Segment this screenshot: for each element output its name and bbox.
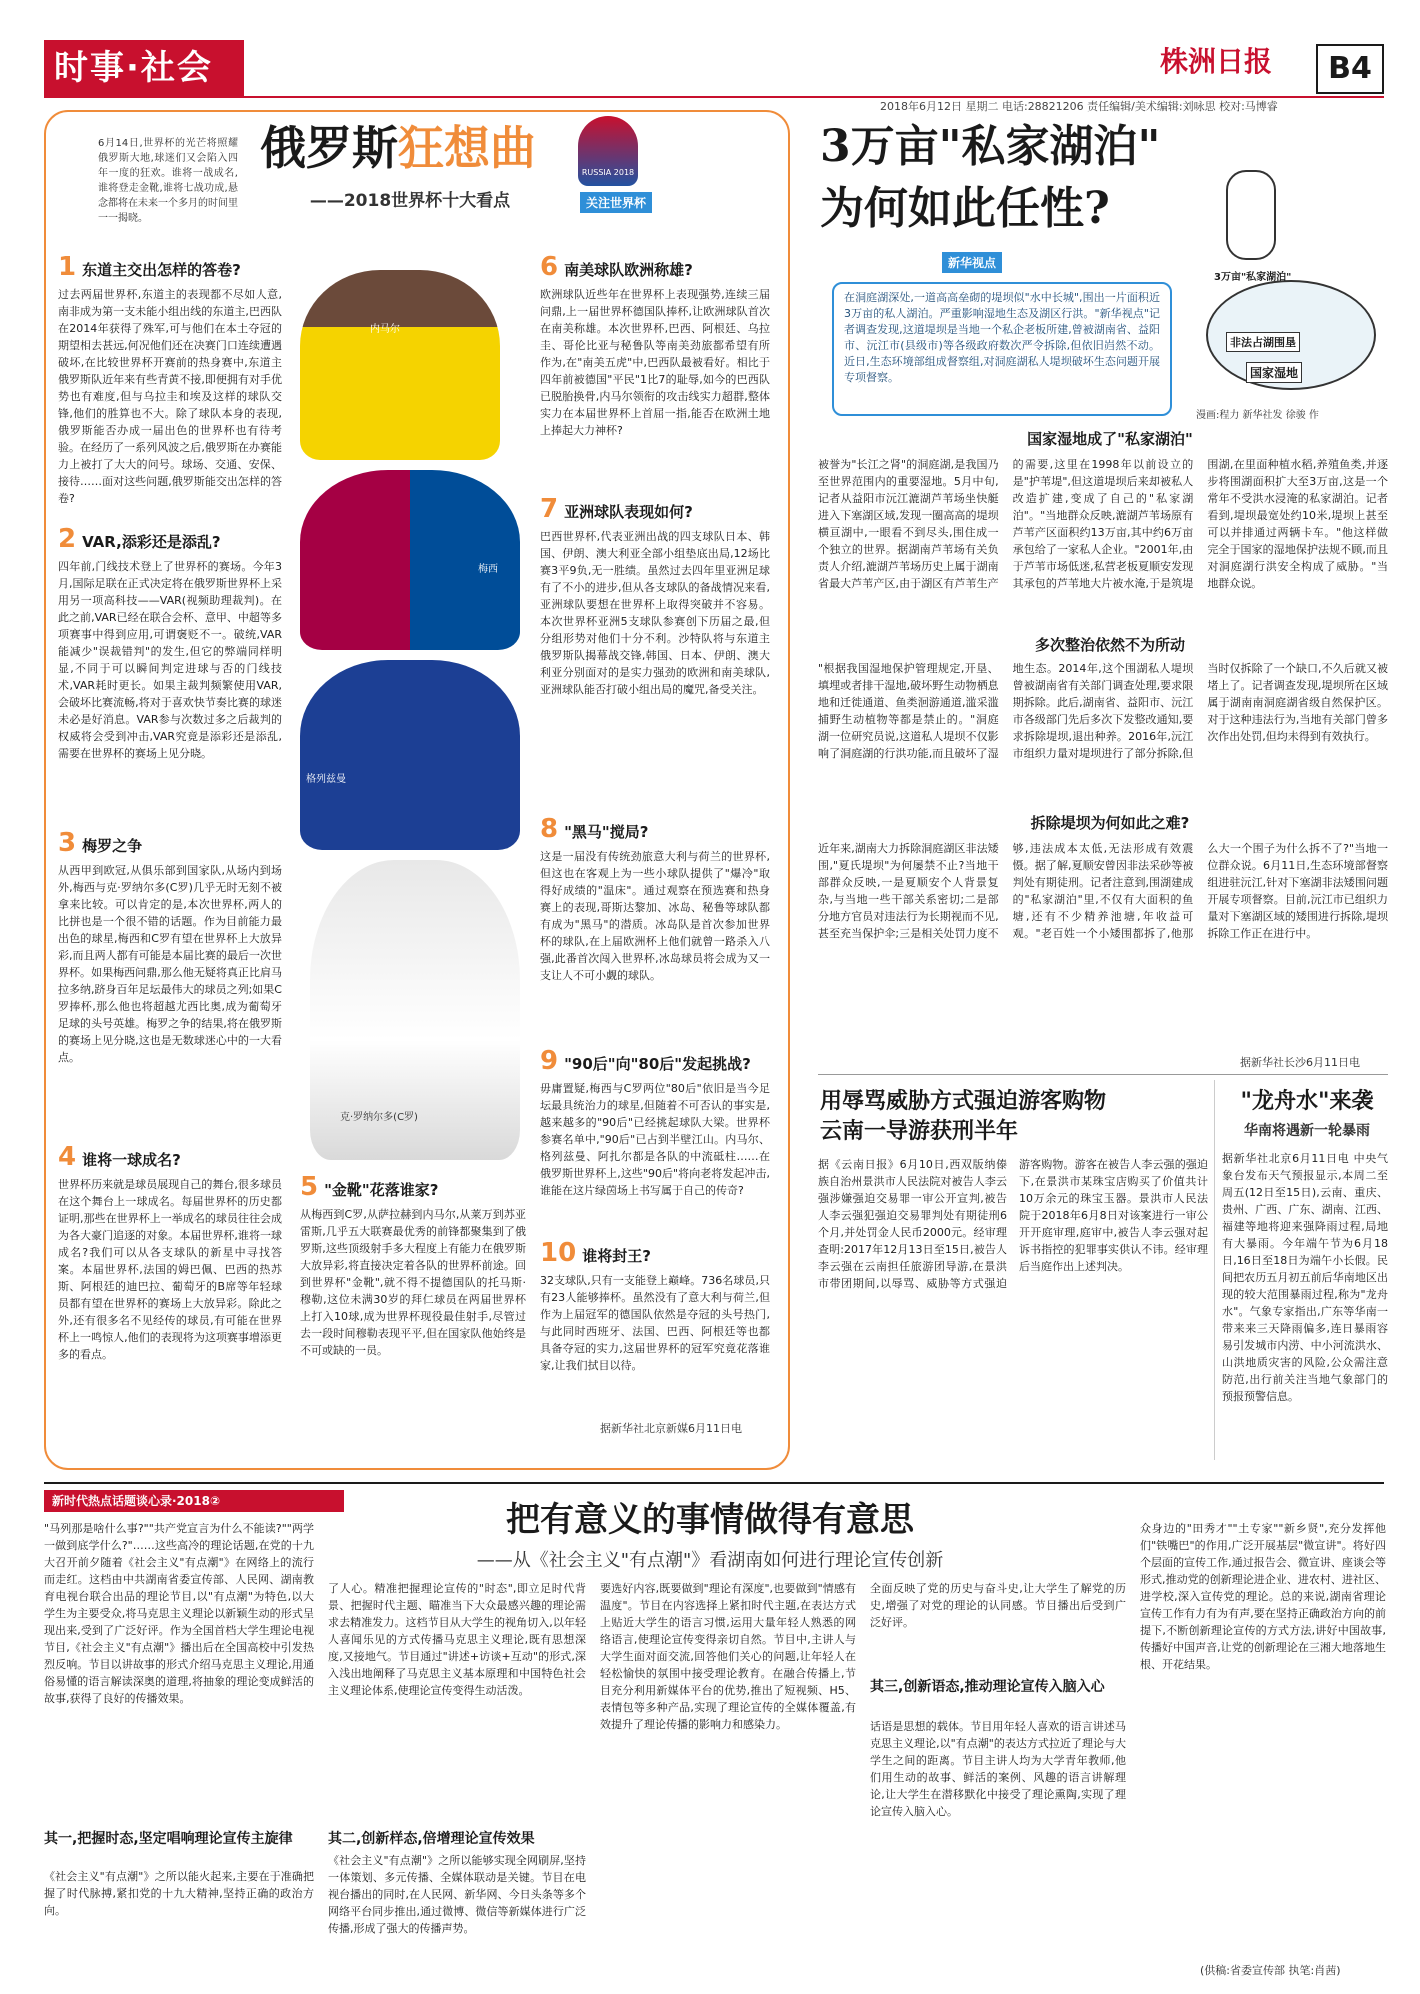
wc-sec5-head — [300, 1172, 520, 1202]
bottom-c2-head: 其二,创新样态,倍增理论宣传效果 — [328, 1831, 535, 1847]
yunnan-text: 据《云南日报》6月10日,西双版纳傣族自治州景洪市人民法院对被告人李云强涉嫌强迫交易罪一审公开宣判,被告人李云强犯强迫交易罪判处有期徒刑6个月,并处罚金人民币2000元。经审理查明:2017年12月13日至15日,被告人李云强在云南担任旅游团导游,在景洪市带团期间,以辱骂、威胁等方式强迫游客购物。游客在被告人李云强的强迫下,在景洪市某珠宝店购买了价值共计10万余元的珠宝玉器。景洪市人民法院于2018年6月8日对该案进行一审公开开庭审理,庭审中,被告人李云强对起诉书指控的犯罪事实供认不讳。经审理后当庭作出上述判决。 — [818, 1158, 1208, 1290]
sec4-num: 4 — [58, 1142, 77, 1172]
bottom-col5: 众身边的"田秀才""土专家""新乡贤",充分发挥他们"铁嘴巴"的作用,广泛开展基层"微宣讲"。将好四个层面的宣传工作,通过报告会、微宣讲、座谈会等形式,推动党的创新理论进企业、进农村、进社区、进学校,深入宣传党的理论。总的来说,湖南省理论宣传工作有力有为有声,要在坚持正确政治方向的前提下,不断创新理论宣传的方式方法,讲好中国故事,传播好中国声音,让党的创新理论在三湘大地落地生根、开花结果。 — [1140, 1522, 1386, 1671]
bottom-c4-body: 话语是思想的载体。节目用年轻人喜欢的语言讲述马克思主义理论,以"有点潮"的表达方式拉近了理论与大学生之间的距离。节目主讲人均为大学青年教师,他们用生动的故事、鲜活的案例、风趣的语言讲解理论,让大学生在潜移默化中接受了理论熏陶,实现了理论宣传入脑入心。 — [870, 1720, 1126, 1818]
wc-sec6-head — [540, 252, 770, 282]
sec3-title: 梅罗之争 — [82, 837, 143, 855]
wc-sec10-text: 32支球队,只有一支能登上巅峰。736名球员,只有23人能够捧杯。虽然没有了意大利与荷兰,但作为上届冠军的德国队依然是夺冠的头号热门,与此同时西班牙、法国、巴西、阿根廷等也都具备夺冠的实力,这届世界杯的冠军究竟花落谁家,让我们拭目以待。 — [540, 1274, 770, 1372]
sec5-title: "金靴"花落谁家? — [324, 1181, 439, 1199]
bottom-credit: (供稿:省委宣传部 执笔:肖茜) — [1200, 1964, 1341, 1977]
yunnan-title-a: 用辱骂威胁方式强迫游客购物 — [820, 1088, 1107, 1114]
lake-p3: 近年来,湖南大力拆除洞庭湖区非法矮围,"夏氏堤坝"为何屡禁不止?当地干部群众反映,一是夏顺安个人背景复杂,与当地一些干部关系密切;二是部分地方官员对违法行为长期视而不见,甚至充当保护伞;三是相关处罚力度不够,违法成本太低,无法形成有效震慑。据了解,夏顺安曾因非法采砂等被判处有期徒刑。记者注意到,围湖建成的"私家湖泊"里,不仅有大面积的鱼塘,还有不少精养池塘,年收益可观。"老百姓一个小矮围都拆了,他那么大一个围子为什么拆不了?"当地一位群众说。6月11日,生态环境部督察组进驻沅江,针对下塞湖非法矮围问题开展专项督察。目前,沅江市已组织力量对下塞湖区域的矮围进行拆除,堤坝拆除工作正在进行中。 — [818, 842, 1388, 940]
wc-sec4-text: 世界杯历来就是球员展现自己的舞台,很多球员在这个舞台上一球成名。每届世界杯的历史都证明,那些在世界杯上一举成名的球员往往会成为各大豪门追逐的对象。本届世界杯,谁将一球成名?我们可以从各支球队的新星中寻找答案。本届世界杯,法国的姆巴佩、巴西的热苏斯、阿根廷的迪巴拉、葡萄牙的B席等年轻球员都有望在世界杯的赛场上大放异彩。除此之外,还有很多名不见经传的球员,有可能在世界杯上一鸣惊人,他们的表现将为这项赛事增添更多的看点。 — [58, 1178, 282, 1361]
bottom-tag: 新时代热点话题谈心录·2018② — [44, 1490, 344, 1512]
sec2-num: 2 — [58, 524, 77, 554]
lake-lead: 在洞庭湖深处,一道高高垒砌的堤坝似"水中长城",围出一片面积近3万亩的私人湖泊。严重影响湿地生态及湖区行洪。"新华视点"记者调查发现,这道堤坝是当地一个私企老板所建,曾被湖南省、益阳市、沅江市(县级市)等各级政府数次严令拆除,但依旧岿然不动。近日,生态环境部组成督察组,对洞庭湖私人堤坝破坏生态问题开展专项督察。 — [832, 282, 1172, 416]
wc-sec3-text: 从西甲到欧冠,从俱乐部到国家队,从场内到场外,梅西与克·罗纳尔多(C罗)几乎无时无刻不被拿来比较。可以肯定的是,本次世界杯,两人的比拼也是一个很不错的话题。作为目前能力最出色的球星,梅西和C罗有望在世界杯上大放异彩,而且两人都有可能是本届比赛的最后一次世界杯。如果梅西问鼎,那么他无疑将真正比肩马拉多纳,跻身百年足坛最伟大的球员之列;如果C罗捧杯,那么他也将超越尤西比奥,成为葡萄牙足球的头号英雄。梅罗之争的结果,将在俄罗斯的赛场上见分晓,这也是无数球迷心中的一大看点。 — [58, 864, 282, 1064]
wc-tag: 关注世界杯 — [580, 192, 652, 213]
sec7-title: 亚洲球队表现如何? — [564, 503, 693, 521]
sec2-title: VAR,添彩还是添乱? — [82, 533, 221, 551]
bottom-c2-body: 《社会主义"有点潮"》之所以能够实现全网刷屏,坚持一体策划、多元传播、全媒体联动是关键。节目在电视台播出的同时,在人民网、新华网、今日头条等多个网络平台同步推出,通过微博、微信等新媒体进行广泛传播,形成了强大的传播声势。 — [328, 1854, 586, 1935]
wc-sec2-text: 四年前,门线技术登上了世界杯的赛场。今年3月,国际足联在正式决定将在俄罗斯世界杯上采用另一项高科技——VAR(视频助理裁判)。在此之前,VAR已经在联合会杯、意甲、中超等多项赛事中得到应用,可谓褒贬不一。破统,VAR能减少"误裁错判"的发生,但它的弊端同样明显,不同于可以瞬间判定进球与否的门线技术,VAR耗时更长。如果主裁判频繁使用VAR,会破坏比赛流畅,将对于喜欢快节奏比赛的球迷未必是好消息。VAR参与次数过多之后裁判的权威将会受到冲击,VAR究竟是添彩还是添乱,需要在世界杯的赛场上见分晓。 — [58, 560, 282, 760]
bottom-c4-head: 其三,创新语态,推动理论宣传入脑入心 — [870, 1679, 1105, 1695]
player-label-messi: 梅西 — [478, 564, 498, 575]
wc-intro: 6月14日,世界杯的光芒将照耀俄罗斯大地,球迷们又会陷入四年一度的狂欢。谁将一战成名,谁将登走金靴,谁将七战功成,悬念都将在未来一个多月的时间里一一揭晓。 — [98, 138, 238, 224]
wc-sec7-text: 巴西世界杯,代表亚洲出战的四支球队日本、韩国、伊朗、澳大利亚全部小组垫底出局,12场比赛3平9负,无一胜绩。虽然过去四年里亚洲足球有了不小的进步,但从各支球队的备战情况来看,亚洲球队要想在世界杯上取得突破并不容易。本次世界杯亚洲5支球队参赛创下历届之最,但分组形势对他们十分不利。沙特队将与东道主俄罗斯队揭幕战交锋,韩国、日本、伊朗、澳大利亚分别面对的是实力强劲的欧洲和南美球队,亚洲球队能否打破小组出局的魔咒,备受关注。 — [540, 530, 770, 696]
wc-subtitle: ——2018世界杯十大看点 — [309, 191, 511, 211]
bottom-col1: "马列那是啥什么事?""共产党宣言为什么不能读?""两学一做到底学什么?"……这些高冷的理论话题,在党的十九大召开前夕随着《社会主义"有点潮"》在网络上的流行而走红。这档由中共湖南省委宣传部、人民网、湖南教育电视台联合出品的理论节目,以"有点潮"为特色,以大学生为主要受众,将马克思主义理论以新颖生动的形式呈现出来,受到了广泛好评。作为全国首档大学生理论电视节目,《社会主义"有点潮"》播出后在全国高校中引发热烈反响。节目以讲故事的形式介绍马克思主义理论,用通俗易懂的语言解读深奥的道理,将抽象的理论变成鲜活的故事,获得了良好的传播效果。 — [44, 1522, 314, 1705]
sec6-title: 南美球队欧洲称雄? — [564, 261, 693, 279]
lake-p2: "根据我国湿地保护管理规定,开垦、填埋或者排干湿地,破坏野生动物栖息地和迁徙通道、鱼类洄游通道,滥采滥捕野生动植物等都是禁止的。"洞庭湖一位研究员说,这道私人堤坝不仅影响了洞庭湖的行洪功能,而且破坏了湿地生态。2014年,这个围湖私人堤坝曾被湖南省有关部门调查处理,要求限期拆除。此后,湖南省、益阳市、沅江市各级部门先后多次下发整改通知,要求拆除堤坝,退出种养。2016年,沅江市组织力量对堤坝进行了部分拆除,但当时仅拆除了一个缺口,不久后就又被堵上了。记者调查发现,堤坝所在区域属于湖南南洞庭湖省级自然保护区。对于这种违法行为,当地有关部门曾多次作出处罚,但均未得到有效执行。 — [818, 662, 1388, 760]
bottom-col4: 全面反映了党的历史与奋斗史,让大学生了解党的历史,增强了对党的理论的认同感。节目播出后受到广泛好评。 — [870, 1582, 1126, 1629]
sec10-title: 谁将封王? — [582, 1247, 651, 1265]
sec10-num: 10 — [540, 1238, 577, 1268]
wc-title-a: 俄罗斯 — [260, 121, 398, 175]
dragon-text: 据新华社北京6月11日电 中央气象台发布天气预报显示,本周二至周五(12日至15日),云南、重庆、贵州、广西、广东、湖南、江西、福建等地将迎来强降雨过程,局地有大暴雨。今年端午节为6月18日,16日至18日为端午小长假。民间把农历五月初五前后华南地区出现的较大范围暴雨过程,称为"龙舟水"。气象专家指出,广东等华南一带来来三天降雨偏多,连日暴雨容易引发城市内涝、中小河流洪水、山洪地质灾害的风险,公众需注意防范,出行前关注当地气象部门的预报预警信息。 — [1222, 1152, 1388, 1403]
player-label-neymar: 内马尔 — [370, 324, 400, 335]
cartoon-credit: 漫画:程力 新华社发 徐骏 作 — [1196, 410, 1319, 421]
lake-h2: 多次整治依然不为所动 — [1034, 636, 1185, 654]
wc-sec4-head — [58, 1142, 278, 1172]
sec7-num: 7 — [540, 494, 559, 524]
player-photo-neymar — [300, 270, 500, 460]
sec8-num: 8 — [540, 814, 559, 844]
bottom-title: 把有意义的事情做得有意思 — [506, 1500, 914, 1540]
sec1-num: 1 — [58, 252, 77, 282]
wc-byline: 据新华社北京新媒6月11日电 — [600, 1422, 742, 1435]
wc-sec1-text: 过去两届世界杯,东道主的表现都不尽如人意,南非成为第一支未能小组出线的东道主,巴西队在2014年获得了殊军,可与他们在本土夺冠的期望相去甚远,何况他们还在决赛门口连续遭遇破坏,在比较世界杯开赛前的热身赛中,东道主俄罗斯队近年来有些青黄不接,即便拥有对手优势也有难度,但与乌拉圭和埃及这样的球队交锋,他们的胜算也不大。除了球队本身的表现,俄罗斯能否办成一届出色的世界杯也有待考验。在经历了一系列风波之后,俄罗斯在办赛能力上被打了大大的问号。球场、交通、安保、接待……面对这些问题,俄罗斯能交出怎样的答卷? — [58, 288, 282, 505]
wc-sec1-head — [58, 252, 278, 282]
header-meta: 2018年6月12日 星期二 电话:28821206 责任编辑/美术编辑:刘咏思 校对:马博睿 — [880, 100, 1278, 113]
lake-title-b: 为何如此任性? — [820, 183, 1110, 234]
bottom-col3: 要选好内容,既要做到"理论有深度",也要做到"情感有温度"。节目在内容选择上紧扣时代主题,在表达方式上贴近大学生的语言习惯,运用大量年轻人熟悉的网络语言,使理论宣传变得亲切自然。节目中,主讲人与大学生面对面交流,回答他们关心的问题,让年轻人在轻松愉快的氛围中接受理论教育。在融合传播上,节目充分利用新媒体平台的优势,推出了短视频、H5、表情包等多种产品,实现了理论宣传的全媒体覆盖,有效提升了理论传播的影响力和感染力。 — [600, 1582, 856, 1731]
bottom-subtitle: ——从《社会主义"有点潮"》看湖南如何进行理论宣传创新 — [476, 1550, 944, 1571]
cartoon — [1186, 110, 1386, 430]
bottom-c1-head: 其一,把握时态,坚定唱响理论宣传主旋律 — [44, 1831, 293, 1847]
bottom-c1-body: 《社会主义"有点潮"》之所以能火起来,主要在于准确把握了时代脉搏,紧扣党的十九大精神,坚持正确的政治方向。 — [44, 1870, 314, 1917]
wc-sec8-text: 这是一届没有传统劲旅意大利与荷兰的世界杯,但这也在客观上为一些小球队提供了"爆冷"取得好成绩的"温床"。通过观察在预选赛和热身赛上的表现,哥斯达黎加、冰岛、秘鲁等球队都有成为"黑马"的潜质。冰岛队是首次参加世界杯的球队,在上届欧洲杯上他们就曾一路杀入八强,此番首次闯入世界杯,冰岛球员将会成为又一支让人不可小觑的球队。 — [540, 850, 770, 982]
sec9-title: "90后"向"80后"发起挑战? — [564, 1055, 751, 1073]
wc-sec6-text: 欧洲球队近些年在世界杯上表现强势,连续三届问鼎,上一届世界杯德国队捧杯,让欧洲球队首次在南美称雄。本次世界杯,巴西、阿根廷、乌拉圭、哥伦比亚与秘鲁队等南美劲旅都希望有所作为,在"南美五虎"中,巴西队最被看好。相比于四年前被德国"平民"1比7的耻辱,如今的巴西队已脱胎换骨,内马尔领衔的攻击线实力超群,整体实力在本届世界杯上首屈一指,能否在欧洲土地上捧起大力神杯? — [540, 288, 770, 437]
section-tag: 时事·社会 — [44, 40, 244, 96]
wc-sec3-head — [58, 828, 278, 858]
dragon-title: "龙舟水"来袭 — [1240, 1088, 1374, 1114]
sec9-num: 9 — [540, 1046, 559, 1076]
wc-sec8-head — [540, 814, 770, 844]
player-label-ronaldo: 克·罗纳尔多(C罗) — [340, 1112, 418, 1123]
lake-tag: 新华视点 — [942, 252, 1002, 273]
sec5-num: 5 — [300, 1172, 319, 1202]
sec6-num: 6 — [540, 252, 559, 282]
sec8-title: "黑马"搅局? — [564, 823, 649, 841]
sec1-title: 东道主交出怎样的答卷? — [82, 261, 241, 279]
cartoon-title: 3万亩"私家湖泊" — [1214, 272, 1292, 283]
sec3-num: 3 — [58, 828, 77, 858]
wc-title-b: 狂想曲 — [398, 121, 536, 175]
cartoon-sign-2: 国家湿地 — [1246, 362, 1302, 383]
page-number: B4 — [1316, 44, 1384, 94]
wc-sec5-text: 从梅西到C罗,从萨拉赫到内马尔,从莱万到苏亚雷斯,几乎五大联赛最优秀的前锋都聚集到了俄罗斯,这些顶级射手多大程度上有能力在俄罗斯大放异彩,将直接决定着各队的世界杯前途。回到世界杯"金靴",就不得不提德国队的托马斯·穆勒,这位未满30岁的拜仁球员在两届世界杯上打入10球,成为世界杯现役最佳射手,尽管过去一段时间穆勒表现平平,但在国家队他始终是不可或缺的一员。 — [300, 1208, 526, 1357]
player-photo-griezmann — [300, 660, 520, 850]
wc-sec9-head — [540, 1046, 780, 1076]
wc-sec10-head — [540, 1238, 770, 1268]
dragon-sub: 华南将遇新一轮暴雨 — [1244, 1123, 1370, 1139]
rule-lake-bottom — [818, 1074, 1388, 1075]
wc-sec2-head — [58, 524, 278, 554]
lake-byline: 据新华社长沙6月11日电 — [1240, 1056, 1360, 1069]
lake-title-a: 3万亩"私家湖泊" — [820, 121, 1161, 172]
worldcup-emblem: RUSSIA 2018 — [578, 116, 638, 186]
lake-h1: 国家湿地成了"私家湖泊" — [1027, 430, 1193, 448]
bottom-col2: 了人心。精准把握理论宣传的"时态",即立足时代背景、把握时代主题、瞄准当下大众最感兴趣的理论需求去精准发力。这档节目从大学生的视角切入,以年轻人喜闻乐见的方式传播马克思主义理论,既有思想深度,又接地气。节目通过"讲述+访谈+互动"的形式,深入浅出地阐释了马克思主义基本原理和中国特色社会主义理论体系,使理论宣传变得生动活泼。 — [328, 1582, 586, 1697]
player-label-griezmann: 格列兹曼 — [306, 774, 346, 785]
cartoon-sign-1: 非法占湖围垦 — [1226, 332, 1300, 352]
wc-sec9-text: 毋庸置疑,梅西与C罗两位"80后"依旧是当今足坛最具统治力的球星,但随着不可否认的事实是,越来越多的"90后"已经挑起球队大梁。世界杯参赛名单中,"90后"已占到半壁江山。内马尔、格列兹曼、阿扎尔都是各队的中流砥柱……在俄罗斯世界杯上,这些"90后"将向老将发起冲击,谁能在这片绿茵场上书写属于自己的传奇? — [540, 1082, 770, 1197]
sec4-title: 谁将一球成名? — [82, 1151, 181, 1169]
newspaper-logo: 株洲日报 — [1160, 45, 1273, 78]
yunnan-title-b: 云南一导游获刑半年 — [820, 1118, 1019, 1144]
rule-dragon — [1214, 1080, 1215, 1460]
wc-sec7-head — [540, 494, 770, 524]
cartoon-figure — [1226, 170, 1276, 260]
lake-h3: 拆除堤坝为何如此之难? — [1030, 814, 1190, 832]
lake-p1: 被誉为"长江之肾"的洞庭湖,是我国乃至世界范围内的重要湿地。5月中旬,记者从益阳市沅江漉湖芦苇场坐快艇进入下塞湖区域,发现一圈高高的堤坝横亘湖中,一眼看不到尽头,围住成一个独立的世界。据湖南芦苇场有关负责人介绍,漉湖芦苇场历史上属于湖南省最大芦苇产区,由于湖区有芦苇生产的需要,这里在1998年以前设立的是"护苇堤",但这道堤坝后来却被私人改造扩建,变成了自己的"私家湖泊"。"当地群众反映,漉湖芦苇场原有芦苇产区面积约13万亩,其中约6万亩承包给了一家私人企业。"2001年,由于芦苇市场低迷,私营老板夏顺安发现其承包的芦苇地大片被水淹,于是筑堤围湖,在里面种植水稻,养殖鱼类,并逐步将围湖面积扩大至3万亩,这是一个常年不受洪水浸淹的私家湖泊。记者看到,堤坝最宽处约10米,堤坝上甚至可以并排通过两辆卡车。"他这样做完全于国家的湿地保护法规不顾,而且对洞庭湖行洪安全构成了威胁。"当地群众说。 — [818, 458, 1388, 590]
rule-bottom — [44, 1482, 1384, 1484]
